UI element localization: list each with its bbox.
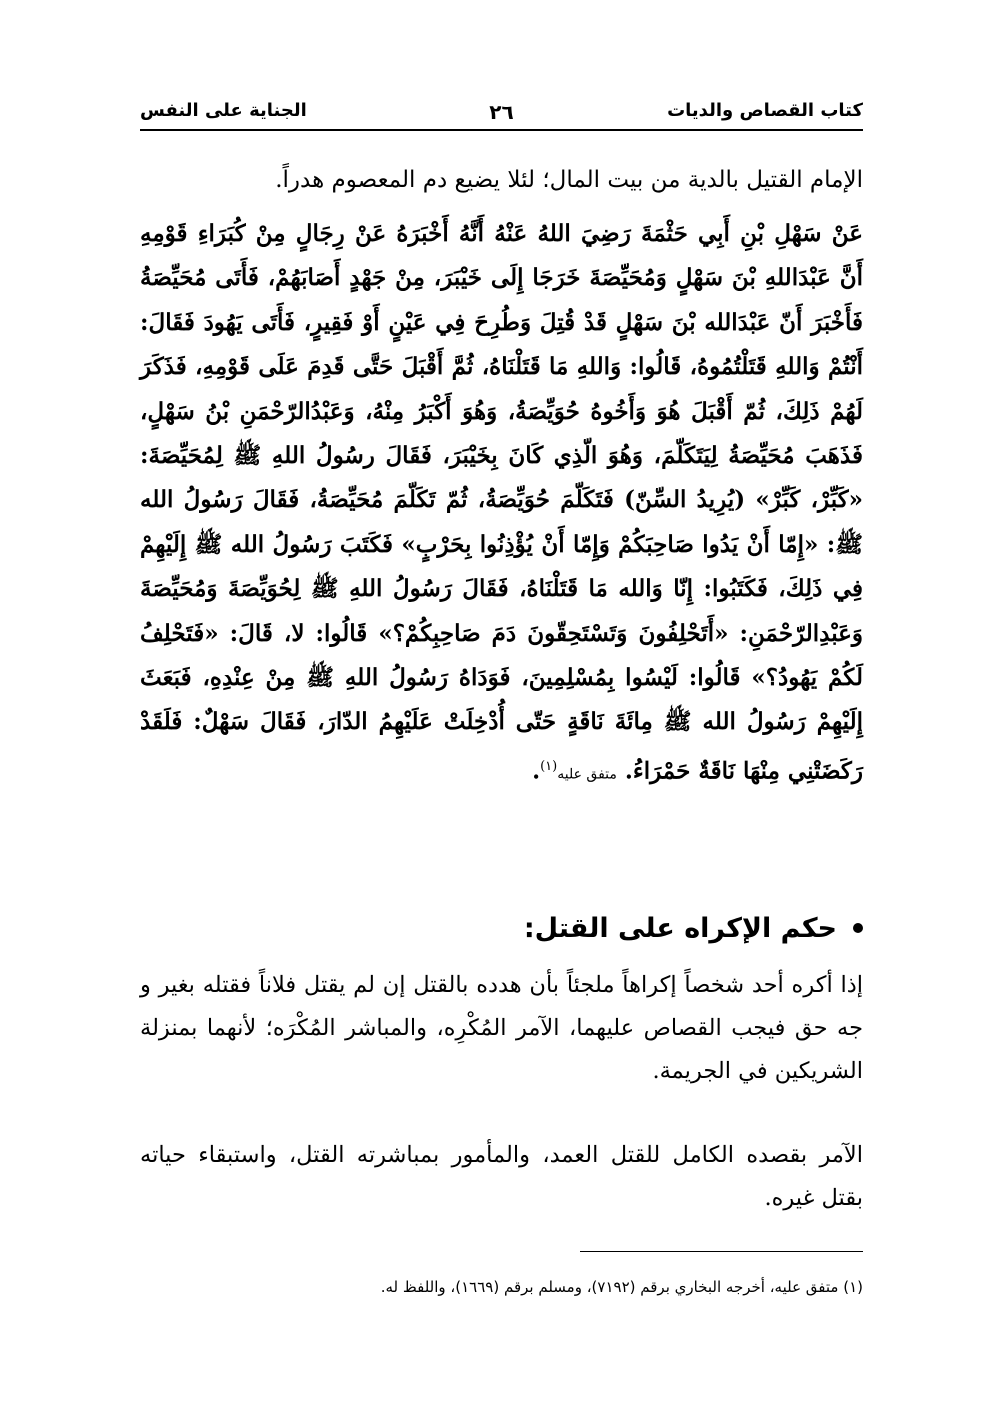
intro-line: الإمام القتيل بالدية من بيت المال؛ لئلا يضيع دم المعصوم هدراً. <box>275 167 863 193</box>
header-divider <box>140 129 863 131</box>
bullet-icon <box>853 923 863 933</box>
footnote-reference: (١) <box>540 758 558 774</box>
book-title: كتاب القصاص والديات <box>667 100 863 121</box>
page-header <box>140 96 863 132</box>
section-paragraph-1: إذا أكره أحد شخصاً إكراهاً ملجئاً بأن هدده بالقتل إن لم يقتل فلاناً فقتله بغير و جه حق فيجب القصاص عليهما، الآمر المُكْرِه، والمباشر المُكْرَه؛ لأنهما بمنزلة الشريكين في الجريمة. <box>140 972 863 1084</box>
section-heading <box>524 907 863 949</box>
page-number: ٢٦ <box>489 100 514 124</box>
hadith-paragraph: عَنْ سَهْلِ بْنِ أَبِي حَثْمَةَ رَضِيَ اللهُ عَنْهُ أَنَّهُ أَخْبَرَهُ عَنْ رِجَالٍ مِنْ كُبَرَاءِ قَوْمِهِ أَنَّ عَبْدَاللهِ بْنَ سَهْلٍ وَمُحَيِّصَةَ خَرَجَا إِلَى خَيْبَرَ، مِنْ جَهْدٍ أَصَابَهُمْ، فَأَتَى مُحَيِّصَةُ فَأَخْبَرَ أَنّ عَبْدَالله بْنَ سَهْلٍ قَدْ قُتِلَ وَطُرِحَ فِي عَيْنٍ أَوْ فَقِيرٍ، فَأَتَى يَهُودَ فَقَالَ: أَنْتُمْ وَاللهِ قَتَلْتُمُوهُ، قَالُوا: وَاللهِ مَا قَتَلْنَاهُ، ثُمَّ أَقْبَلَ حَتَّى قَدِمَ عَلَى قَوْمِهِ، فَذَكَرَ لَهُمْ ذَلِكَ، ثُمّ أَقْبَلَ هُوَ وَأَخُوهُ حُوَيِّصَةُ، وَهُوَ أَكْبَرُ مِنْهُ، وَعَبْدُالرّحْمَنِ بْنُ سَهْلٍ، فَذَهَبَ مُحَيِّصَةُ لِيَتَكَلّمَ، وَهُوَ الّذِي كَانَ بِخَيْبَرَ، فَقَالَ رسُولُ اللهِ ﷺ لِمُحَيِّصَةَ: «كَبِّرْ، كَبِّرْ» (يُرِيدُ السِّنّ) فَتَكَلّمَ حُوَيِّصَةُ، ثُمّ تَكَلّمَ مُحَيِّصَةُ، فَقَالَ رَسُولُ الله ﷺ: «إِمّا أَنْ يَدُوا صَاحِبَكُمْ وَإِمّا أَنْ يُؤْذِنُوا بِحَرْبٍ» فَكَتَبَ رَسُولُ الله ﷺ إِلَيْهِمْ فِي ذَلِكَ، فَكَتَبُوا: إِنّا وَالله مَا قَتَلْنَاهُ، فَقَالَ رَسُولُ اللهِ ﷺ لِحُوَيِّصَةَ وَمُحَيِّصَةَ وَعَبْدِالرّحْمَنِ: «أَتَحْلِفُونَ وَتَسْتَحِقّونَ دَمَ صَاحِبِكُمْ؟» قَالُوا: لا، قَالَ: «فَتَحْلِفُ لَكُمْ يَهُودُ؟» قَالُوا: لَيْسُوا بِمُسْلِمِينَ، فَوَدَاهُ رَسُولُ اللهِ ﷺ مِنْ عِنْدِهِ، فَبَعَثَ إِلَيْهِمْ رَسُولُ الله ﷺ مِائَةَ نَاقَةٍ حَتّى أُدْخِلَتْ عَلَيْهِمُ الدّارَ، فَقَالَ سَهْلٌ: فَلَقَدْ رَكَضَتْنِي مِنْهَا نَاقَةٌ حَمْرَاءُ. متفق عليه$^{(١)}$. <box>140 220 863 785</box>
section-paragraph-2: الآمر بقصده الكامل للقتل العمد، والمأمور بمباشرته القتل، واستبقاء حياته بقتل غيره. <box>140 1142 863 1211</box>
chapter-title: الجناية على النفس <box>140 100 307 121</box>
footnote: (١) متفق عليه، أخرجه البخاري برقم (٧١٩٢)، ومسلم برقم (١٦٦٩)، واللفظ له. <box>380 1278 863 1296</box>
hadith-text: عَنْ سَهْلِ بْنِ أَبِي حَثْمَةَ رَضِيَ اللهُ عَنْهُ أَنَّهُ أَخْبَرَهُ عَنْ رِجَالٍ مِنْ كُبَرَاءِ قَوْمِهِ أَنَّ عَبْدَاللهِ بْنَ سَهْلٍ وَمُحَيِّصَةَ خَرَجَا إِلَى خَيْبَرَ، مِنْ جَهْدٍ أَصَابَهُمْ، فَأَتَى مُحَيِّصَةُ فَأَخْبَرَ أَنّ عَبْدَالله بْنَ سَهْلٍ قَدْ قُتِلَ وَطُرِحَ فِي عَيْنٍ أَوْ فَقِيرٍ، فَأَتَى يَهُودَ فَقَالَ: أَنْتُمْ وَاللهِ قَتَلْتُمُوهُ، قَالُوا: وَاللهِ مَا قَتَلْنَاهُ، ثُمَّ أَقْبَلَ حَتَّى قَدِمَ عَلَى قَوْمِهِ، فَذَكَرَ لَهُمْ ذَلِكَ، ثُمّ أَقْبَلَ هُوَ وَأَخُوهُ حُوَيِّصَةُ، وَهُوَ أَكْبَرُ مِنْهُ، وَعَبْدُالرّحْمَنِ بْنُ سَهْلٍ، فَذَهَبَ مُحَيِّصَةُ لِيَتَكَلّمَ، وَهُوَ الّذِي كَانَ بِخَيْبَرَ، فَقَالَ رسُولُ اللهِ ﷺ لِمُحَيِّصَةَ: «كَبِّرْ، كَبِّرْ» (يُرِيدُ السِّنّ) فَتَكَلّمَ حُوَيِّصَةُ، ثُمّ تَكَلّمَ مُحَيِّصَةُ، فَقَالَ رَسُولُ الله ﷺ: «إِمّا أَنْ يَدُوا صَاحِبَكُمْ وَإِمّا أَنْ يُؤْذِنُوا بِحَرْبٍ» فَكَتَبَ رَسُولُ الله ﷺ إِلَيْهِمْ فِي ذَلِكَ، فَكَتَبُوا: إِنّا وَالله مَا قَتَلْنَاهُ، فَقَالَ رَسُولُ اللهِ ﷺ لِحُوَيِّصَةَ وَمُحَيِّصَةَ وَعَبْدِالرّحْمَنِ: «أَتَحْلِفُونَ وَتَسْتَحِقّونَ دَمَ صَاحِبِكُمْ؟» قَالُوا: لا، قَالَ: «فَتَحْلِفُ لَكُمْ يَهُودُ؟» قَالُوا: لَيْسُوا بِمُسْلِمِينَ، فَوَدَاهُ رَسُولُ اللهِ ﷺ مِنْ عِنْدِهِ، فَبَعَثَ إِلَيْهِمْ رَسُولُ الله ﷺ مِائَةَ نَاقَةٍ حَتّى أُدْخِلَتْ عَلَيْهِمُ الدّارَ، فَقَالَ سَهْلٌ: فَلَقَدْ رَكَضَتْنِي مِنْهَا نَاقَةٌ حَمْرَاءُ. <box>140 220 863 785</box>
section-heading-text: حكم الإكراه على القتل: <box>523 912 837 944</box>
hadith-source: متفق عليه <box>557 766 617 783</box>
footnote-divider <box>580 1251 863 1252</box>
